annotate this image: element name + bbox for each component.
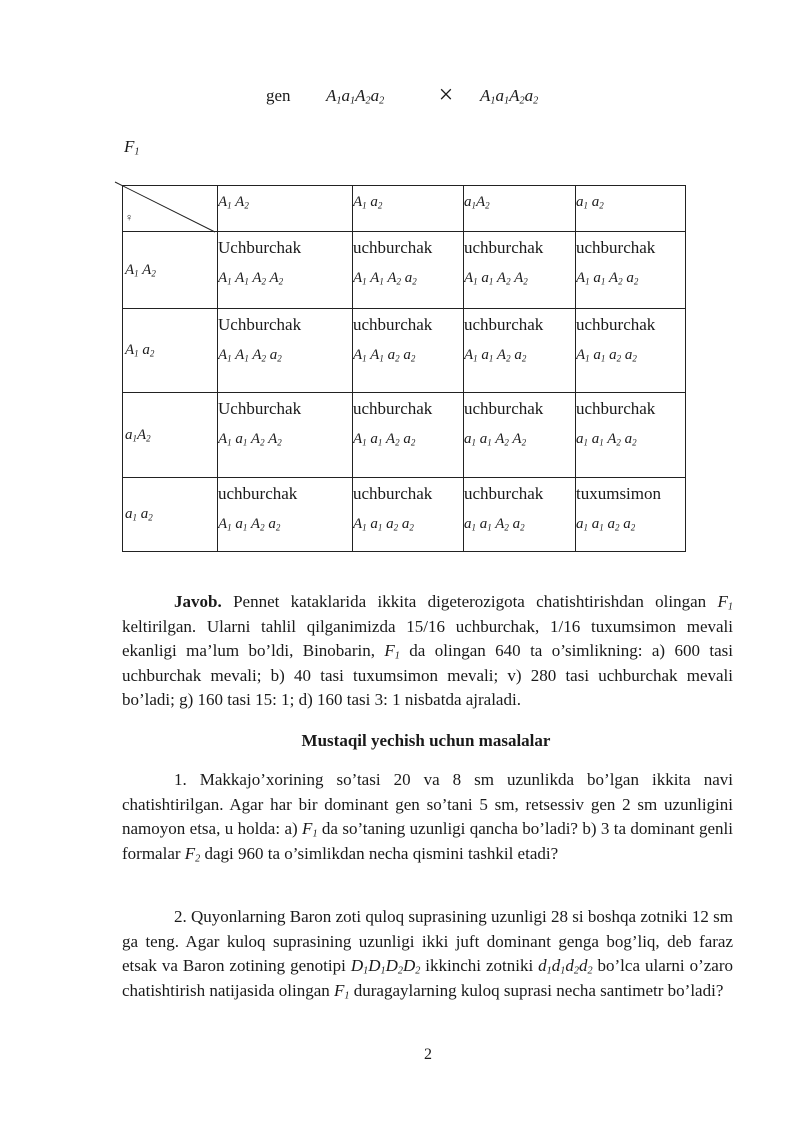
cell-phenotype: uchburchak — [576, 315, 656, 334]
table-cell — [464, 232, 576, 309]
answer-text: Pennet kataklarida ikkita digeterozigota chatishtirishdan olingan — [221, 592, 718, 611]
table-cell — [218, 232, 353, 309]
cell-genotype: $A_1$ $a_1$ $A_2$ $a_2$ — [576, 270, 639, 287]
table-row — [123, 393, 686, 478]
column-header — [576, 186, 686, 232]
answer-text: keltirilgan. Ularni tahlil qilganimizda 15/16 uchburchak, 1/16 tuxumsimon mevali ekanligi ma’lum bo’ldi, Binobarin, — [122, 616, 733, 660]
table-cell — [464, 309, 576, 393]
answer-text: da olingan 640 ta o’simlikning: a) 600 tasi uchburchak mevali; b) 40 tasi tuxumsimon mevali; v) 280 tasi uchburchak mevali bo’ladi; g) 160 tasi 15: 1; d) 160 tasi 3: 1 nisbatda ajraladi. — [122, 641, 733, 709]
cell-phenotype: uchburchak — [576, 399, 656, 418]
cell-genotype: $a_1$ $a_1$ $A_2$ $a_2$ — [576, 431, 637, 448]
corner-cell — [123, 186, 218, 232]
cell-genotype: $a_1$ $a_1$ $A_2$ $A_2$ — [464, 431, 527, 448]
cell-phenotype: Uchburchak — [218, 315, 302, 334]
answer-f1: $F_1$ — [384, 641, 400, 662]
column-header-text: $A_1$ $a_2$ — [353, 194, 383, 211]
cell-genotype: $A_1$ $a_1$ $A_2$ $a_2$ — [218, 516, 281, 533]
cell-phenotype: tuxumsimon — [576, 484, 662, 503]
answer-f1: $F_1$ — [717, 592, 733, 613]
column-header-text: $a_1A_2$ — [464, 194, 490, 211]
table-cell — [353, 393, 464, 478]
cross-symbol: × — [438, 80, 454, 109]
cell-phenotype: uchburchak — [353, 238, 433, 257]
row-header-text: $A_1$ $a_2$ — [125, 342, 155, 359]
problem-text: 1. Makkajo’xorining so’tasi 20 va 8 sm uzunlikda bo’lgan ikkita navi chatishtirilgan. Agar har bir dominant gen so’tani 5 sm, retsessiv gen 2 sm uzunligini namoyon etsa, u holda: a) — [122, 770, 733, 838]
problem-text: ikkinchi zotniki — [420, 956, 539, 975]
cell-genotype: $A_1$ $a_1$ $A_2$ $A_2$ — [218, 431, 282, 448]
cell-genotype: $A_1$ $a_1$ $a_2$ $a_2$ — [353, 516, 414, 533]
column-header-text: $a_1$ $a_2$ — [576, 194, 604, 211]
problem-f1: $F_1$ — [334, 980, 350, 1002]
table-cell — [464, 478, 576, 552]
problem-text: bo’lca ularni o’zaro chatishtirish natijasida olingan — [122, 956, 734, 1000]
row-header-text: $a_1$ $a_2$ — [125, 506, 153, 523]
table-cell — [464, 393, 576, 478]
table-cell — [218, 309, 353, 393]
cell-phenotype: uchburchak — [218, 484, 298, 503]
cell-phenotype: Uchburchak — [218, 238, 302, 257]
parent2-genotype: $A_1a_1A_2a_2$ — [480, 86, 539, 107]
table-cell — [576, 393, 686, 478]
table-cell — [576, 478, 686, 552]
f1-label-text: $F_1$ — [124, 137, 140, 158]
cell-genotype: $A_1$ $a_1$ $A_2$ $A_2$ — [464, 270, 528, 287]
problem-2 — [122, 905, 733, 1003]
cell-phenotype: uchburchak — [353, 315, 433, 334]
cell-phenotype: uchburchak — [464, 484, 544, 503]
table-header-row — [123, 186, 686, 232]
cell-genotype: $A_1$ $A_1$ $A_2$ $A_2$ — [218, 270, 284, 287]
cell-phenotype: uchburchak — [464, 238, 544, 257]
female-symbol: ♀ — [125, 212, 134, 224]
cell-phenotype: Uchburchak — [218, 399, 302, 418]
cell-phenotype: uchburchak — [353, 399, 433, 418]
table-cell — [353, 309, 464, 393]
row-header — [123, 232, 218, 309]
table-row — [123, 478, 686, 552]
problem-text: duragaylarning kuloq suprasi necha santimetr bo’ladi? — [349, 980, 724, 1000]
problem-text: 2. Quyonlarning Baron zoti quloq suprasining uzunligi 28 si boshqa zotniki 12 sm ga teng. Agar kuloq suprasining uzunligi ikki juft dominant genga bog’liq, deb faraz etsak va Baron zotining genotipi — [122, 907, 733, 975]
cell-genotype: $a_1$ $a_1$ $A_2$ $a_2$ — [464, 516, 525, 533]
problem-text: da so’taning uzunligi qancha bo’ladi? b) 3 ta dominant genli formalar — [122, 819, 733, 863]
table-cell — [576, 232, 686, 309]
column-header — [353, 186, 464, 232]
table-cell — [353, 478, 464, 552]
table-row — [123, 232, 686, 309]
punnett-table — [122, 185, 686, 552]
problem-f2: $F_2$ — [184, 843, 201, 865]
section-heading: Mustaqil yechish uchun masalalar — [301, 731, 551, 750]
answer-lead: Javob. — [174, 592, 222, 611]
table-row — [123, 309, 686, 393]
row-header — [123, 309, 218, 393]
cell-genotype: $A_1$ $A_1$ $a_2$ $a_2$ — [353, 347, 416, 364]
row-header — [123, 393, 218, 478]
problem-f1: $F_1$ — [302, 819, 318, 840]
answer-paragraph — [122, 590, 733, 713]
gen-label: gen — [266, 86, 291, 105]
page-number: 2 — [424, 1046, 432, 1063]
column-header-text: $A_1$ $A_2$ — [218, 194, 249, 211]
problem-text: dagi 960 ta o’simlikdan necha qismini tashkil etadi? — [200, 843, 559, 863]
row-header-text: $a_1A_2$ — [125, 426, 151, 443]
table-cell — [218, 393, 353, 478]
cell-phenotype: uchburchak — [353, 484, 433, 503]
f1-label — [124, 137, 139, 157]
cell-phenotype: uchburchak — [576, 238, 656, 257]
column-header — [218, 186, 353, 232]
cell-phenotype: uchburchak — [464, 399, 544, 418]
problem-genotype: $d_1d_1d_2d_2$ — [538, 956, 593, 977]
parent1-genotype: $A_1a_1A_2a_2$ — [326, 86, 385, 107]
row-header-text: $A_1$ $A_2$ — [125, 261, 156, 278]
cross-line — [266, 80, 539, 109]
table-cell — [353, 232, 464, 309]
cell-genotype: $A_1$ $A_1$ $A_2$ $a_2$ — [218, 347, 282, 364]
table-cell — [218, 478, 353, 552]
cell-genotype: $A_1$ $a_1$ $A_2$ $a_2$ — [353, 431, 416, 448]
problem-1 — [122, 768, 733, 866]
corner-diagonal — [115, 182, 215, 232]
row-header — [123, 478, 218, 552]
cell-genotype: $a_1$ $a_1$ $a_2$ $a_2$ — [576, 516, 636, 533]
problem-genotype: $D_1D_1D_2D_2$ — [350, 956, 421, 977]
cell-genotype: $A_1$ $a_1$ $A_2$ $a_2$ — [464, 347, 527, 364]
cell-phenotype: uchburchak — [464, 315, 544, 334]
cell-genotype: $A_1$ $a_1$ $a_2$ $a_2$ — [576, 347, 637, 364]
column-header — [464, 186, 576, 232]
cell-genotype: $A_1$ $A_1$ $A_2$ $a_2$ — [353, 270, 417, 287]
table-cell — [576, 309, 686, 393]
